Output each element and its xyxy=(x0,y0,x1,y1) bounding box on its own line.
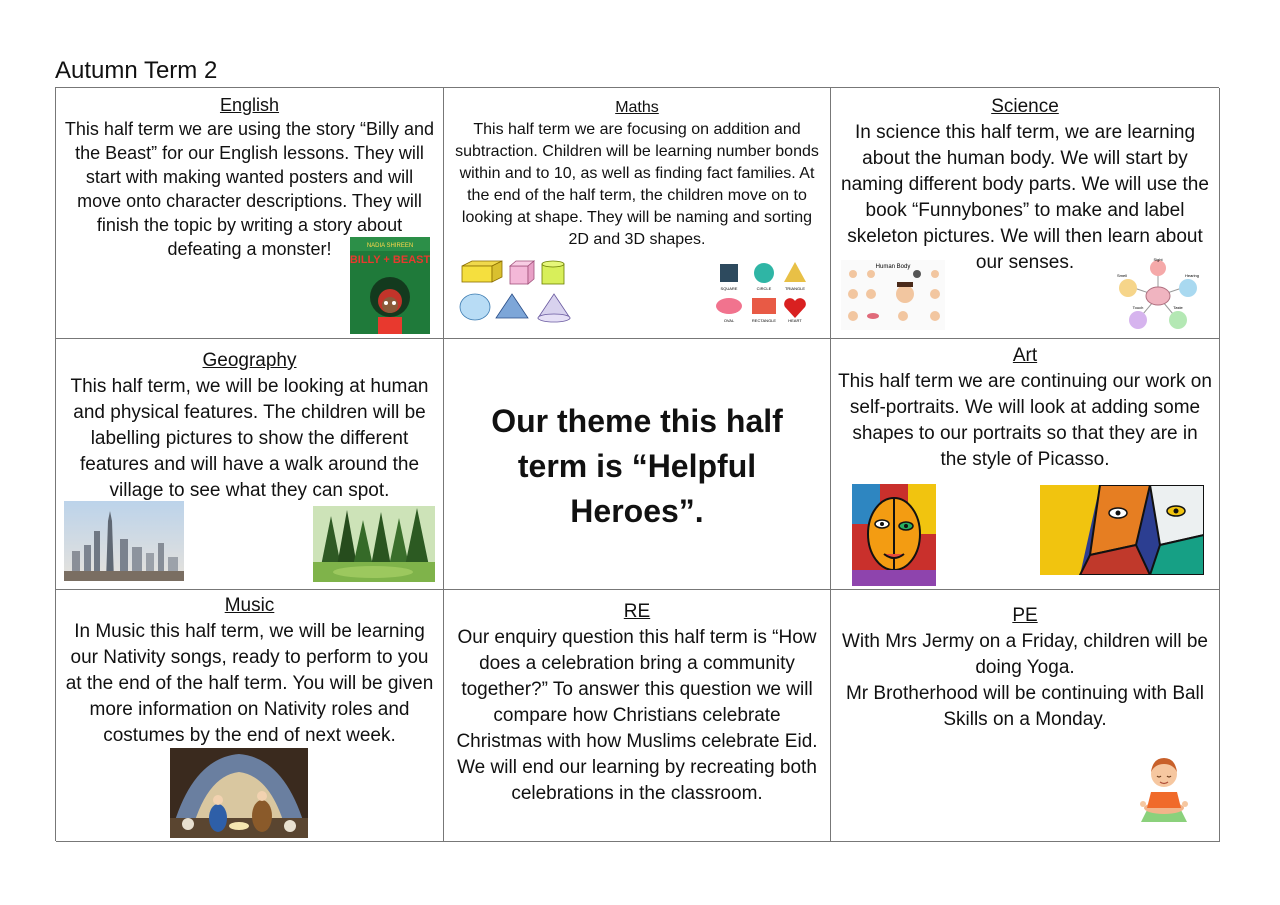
theme-text: Our theme this half term is “Helpful Heroes”. xyxy=(491,403,783,529)
body-chart-title: Human Body xyxy=(875,264,911,270)
re-text: Our enquiry question this half term is “How does a celebration bring a community together?” To answer this question we will compare how Christians celebrate Christmas with how Muslims celebrate Eid. We will end our learning by recreating both celebrations in the classroom. xyxy=(456,627,818,804)
art-heading: Art xyxy=(1012,345,1038,366)
topic-grid xyxy=(55,87,1219,841)
book-title: BILLY + BEAST xyxy=(350,254,430,266)
book-cover-image xyxy=(350,237,430,334)
geography-text: This half term, we will be looking at human and physical features. The children will be labelling pictures to show the different features and will have a walk around the village to see what they can spot. xyxy=(70,376,429,501)
body-parts-chart-image xyxy=(841,260,945,330)
book-author: NADIA SHIREEN xyxy=(366,243,414,249)
cell-art xyxy=(831,339,1220,590)
cell-pe xyxy=(831,590,1220,842)
pe-heading: PE xyxy=(1012,605,1038,626)
page-title: Autumn Term 2 xyxy=(55,57,218,84)
shape-label-triangle: TRIANGLE xyxy=(784,286,806,291)
maths-text: This half term we are focusing on addition and subtraction. Children will be learning number bonds within and to 10, as well as finding fact families. At the end of the half term, the children move on to looking at shape. They will be naming and sorting 2D and 3D shapes. xyxy=(455,121,819,248)
maths-heading: Maths xyxy=(615,99,659,116)
sense-label-touch: Touch xyxy=(1132,305,1144,310)
re-heading: RE xyxy=(623,601,651,622)
picasso-portrait-1-image xyxy=(852,484,936,586)
pe-text-1: With Mrs Jermy on a Friday, children will be doing Yoga. xyxy=(841,631,1209,678)
forest-image xyxy=(313,506,435,582)
nativity-image xyxy=(170,748,308,838)
cell-music xyxy=(56,590,444,842)
cell-re xyxy=(444,590,831,842)
science-heading: Science xyxy=(991,96,1059,117)
sense-label-sight: Sight xyxy=(1153,258,1163,262)
city-skyline-image xyxy=(64,501,184,581)
cell-theme xyxy=(444,339,831,590)
pe-text-2: Mr Brotherhood will be continuing with Ball Skills on a Monday. xyxy=(845,683,1204,730)
sense-label-taste: Taste xyxy=(1173,305,1183,310)
art-text: This half term we are continuing our work on self-portraits. We will look at adding some shapes to our portraits so that they are in the style of Picasso. xyxy=(838,371,1212,470)
cell-science xyxy=(831,88,1220,339)
geography-heading: Geography xyxy=(202,350,297,371)
yoga-child-image xyxy=(1137,750,1191,822)
science-text: In science this half term, we are learning about the human body. We will start by naming different body parts. We will use the book “Funnybones” to make and label skeleton pictures. We will then learn about our senses. xyxy=(841,122,1209,273)
english-heading: English xyxy=(219,95,280,115)
3d-shapes-image xyxy=(458,260,576,324)
2d-shapes-image xyxy=(714,260,814,324)
music-text: In Music this half term, we will be learning our Nativity songs, ready to perform to you at the end of the half term. You will be given more information on Nativity roles and costumes by the end of next week. xyxy=(65,621,434,746)
shape-label-oval: OVAL xyxy=(723,318,735,323)
cell-geography xyxy=(56,339,444,590)
five-senses-image xyxy=(1116,258,1200,334)
picasso-portrait-2-image xyxy=(1040,485,1204,575)
shape-label-rectangle: RECTANGLE xyxy=(751,318,777,323)
sense-label-smell: Smell xyxy=(1116,273,1128,278)
cell-maths xyxy=(444,88,831,339)
sense-label-hearing: Hearing xyxy=(1184,273,1200,278)
shape-label-square: SQUARE xyxy=(720,286,738,291)
music-heading: Music xyxy=(224,595,275,616)
cell-english xyxy=(56,88,444,339)
shape-label-circle: CIRCLE xyxy=(756,286,772,291)
english-text: This half term we are using the story “Billy and the Beast” for our English lessons. They will start with making wanted posters and will move onto character descriptions. They will finish the topic by writing a story about defeating a monster! xyxy=(64,119,435,259)
shape-label-heart: HEART xyxy=(788,318,802,323)
